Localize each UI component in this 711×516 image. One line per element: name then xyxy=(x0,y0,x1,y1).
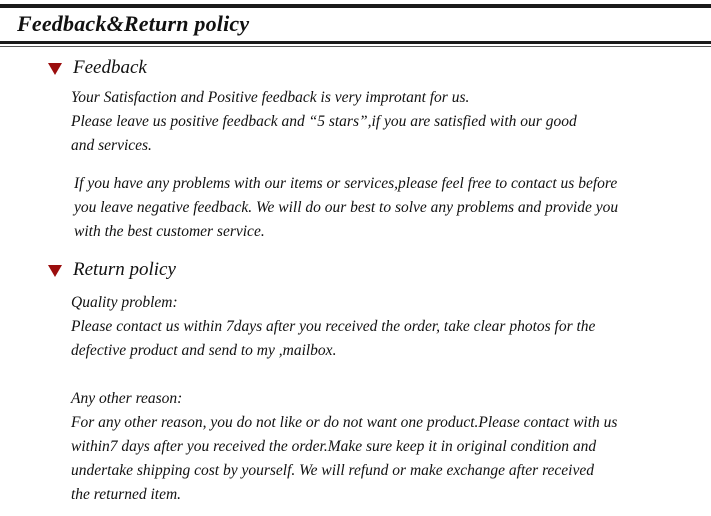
feedback-paragraph-1 xyxy=(71,86,577,158)
text-line: Please leave us positive feedback and “5 stars”,if you are satisfied with our good xyxy=(71,113,577,130)
feedback-paragraph-2 xyxy=(74,172,618,244)
header-bottom-thin-rule xyxy=(0,46,711,47)
text-line: within7 days after you received the order.Make sure keep it in original condition and xyxy=(71,438,597,455)
feedback-heading xyxy=(48,57,147,79)
text-line: you leave negative feedback. We will do our best to solve any problems and provide you xyxy=(74,199,619,216)
text-line: Quality problem: xyxy=(71,294,178,311)
feedback-heading-label: Feedback xyxy=(73,57,147,78)
text-line: the returned item. xyxy=(71,486,182,503)
return-policy-heading-label: Return policy xyxy=(73,259,176,280)
return-policy-heading xyxy=(48,259,176,281)
triangle-down-icon xyxy=(48,63,62,75)
text-line: Your Satisfaction and Positive feedback is very improtant for us. xyxy=(71,89,470,106)
text-line: and services. xyxy=(71,137,152,154)
text-line: Please contact us within 7days after you received the order, take clear photos for the xyxy=(71,318,596,335)
text-line: For any other reason, you do not like or do not want one product.Please contact with us xyxy=(71,414,618,431)
text-line: Any other reason: xyxy=(71,390,183,407)
text-line: defective product and send to my ,mailbox. xyxy=(71,342,337,359)
header-bottom-rule xyxy=(0,41,711,44)
text-line: with the best customer service. xyxy=(74,223,265,240)
page-title: Feedback&Return policy xyxy=(17,11,250,36)
quality-problem-paragraph xyxy=(71,291,595,363)
triangle-down-icon xyxy=(48,265,62,277)
other-reason-paragraph xyxy=(71,387,617,507)
text-line: If you have any problems with our items or services,please feel free to contact us before xyxy=(74,175,618,192)
text-line: undertake shipping cost by yourself. We will refund or make exchange after received xyxy=(71,462,594,479)
